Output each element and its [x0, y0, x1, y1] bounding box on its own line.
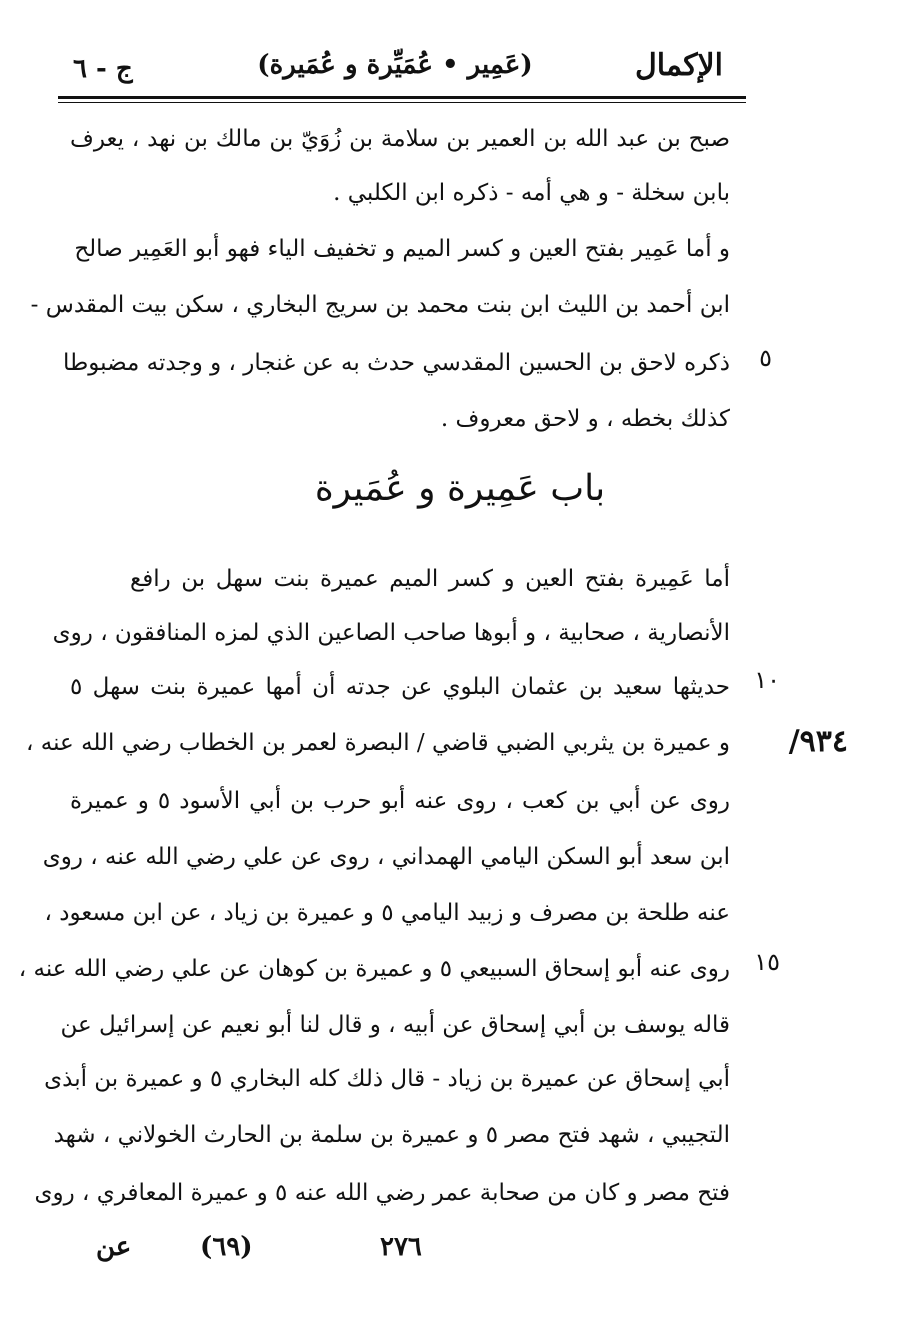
text-line: و أما عَمِير بفتح العين و كسر الميم و تخفيف الياء فهو أبو العَمِير صالح	[74, 236, 730, 262]
text-line: روى عن أبي بن كعب ، روى عنه أبو حرب بن أبي الأسود ٥ و عميرة	[70, 788, 730, 814]
text-line: قاله يوسف بن أبي إسحاق عن أبيه ، و قال لنا أبو نعيم عن إسرائيل عن	[60, 1012, 730, 1038]
text-line: ابن أحمد بن الليث ابن بنت محمد بن سريج البخاري ، سكن بيت المقدس -	[30, 292, 730, 318]
page-number: ٢٧٦	[380, 1232, 422, 1262]
text-line: روى عنه أبو إسحاق السبيعي ٥ و عميرة بن كوهان عن علي رضي الله عنه ،	[18, 956, 730, 982]
text-line: عنه طلحة بن مصرف و زبيد اليامي ٥ و عميرة بن زياد ، عن ابن مسعود ،	[44, 900, 730, 926]
book-title: الإكمال	[634, 48, 723, 83]
text-line: ذكره لاحق بن الحسين المقدسي حدث به عن غنجار ، و وجدته مضبوطا	[62, 350, 730, 376]
text-line: بابن سخلة - و هي أمه - ذكره ابن الكلبي .	[333, 180, 730, 206]
volume-number: ج - ٦	[73, 54, 133, 84]
section-heading: (عَمِير • عُمَيِّرة و عُمَيرة)	[257, 50, 533, 80]
line-number-5: ٥	[759, 344, 772, 372]
header-rule-thick	[58, 96, 746, 99]
text-line: أبي إسحاق عن عميرة بن زياد - قال ذلك كله البخاري ٥ و عميرة بن أبذى	[44, 1066, 730, 1092]
text-line: ابن سعد أبو السكن اليامي الهمداني ، روى عن علي رضي الله عنه ، روى	[42, 844, 730, 870]
signature-mark: (٦٩)	[200, 1232, 253, 1262]
catchword: عن	[96, 1232, 132, 1262]
text-line: صبح بن عبد الله بن العمير بن سلامة بن زُوَيّ بن مالك بن نهد ، يعرف	[70, 126, 730, 152]
text-line: و عميرة بن يثربي الضبي قاضي / البصرة لعمر بن الخطاب رضي الله عنه ،	[26, 730, 730, 756]
text-line: كذلك بخطه ، و لاحق معروف .	[440, 406, 730, 432]
text-line: التجيبي ، شهد فتح مصر ٥ و عميرة بن سلمة بن الحارث الخولاني ، شهد	[53, 1122, 730, 1148]
margin-reference: ٩٣٤/	[788, 724, 848, 759]
header-rule-thin	[58, 102, 746, 103]
line-number-15: ١٥	[754, 948, 780, 976]
line-number-10: ١٠	[754, 666, 780, 694]
text-line: أما عَمِيرة بفتح العين و كسر الميم عميرة بنت سهل بن رافع	[130, 566, 730, 592]
text-line: فتح مصر و كان من صحابة عمر رضي الله عنه ٥ و عميرة المعافري ، روى	[34, 1180, 730, 1206]
text-line: الأنصارية ، صحابية ، و أبوها صاحب الصاعين الذي لمزه المنافقون ، روى	[52, 620, 730, 646]
chapter-title: باب عَمِيرة و عُمَيرة	[314, 468, 606, 509]
running-header	[55, 44, 735, 90]
text-line: حديثها سعيد بن عثمان البلوي عن جدته أن أمها عميرة بنت سهل ٥	[70, 674, 730, 700]
